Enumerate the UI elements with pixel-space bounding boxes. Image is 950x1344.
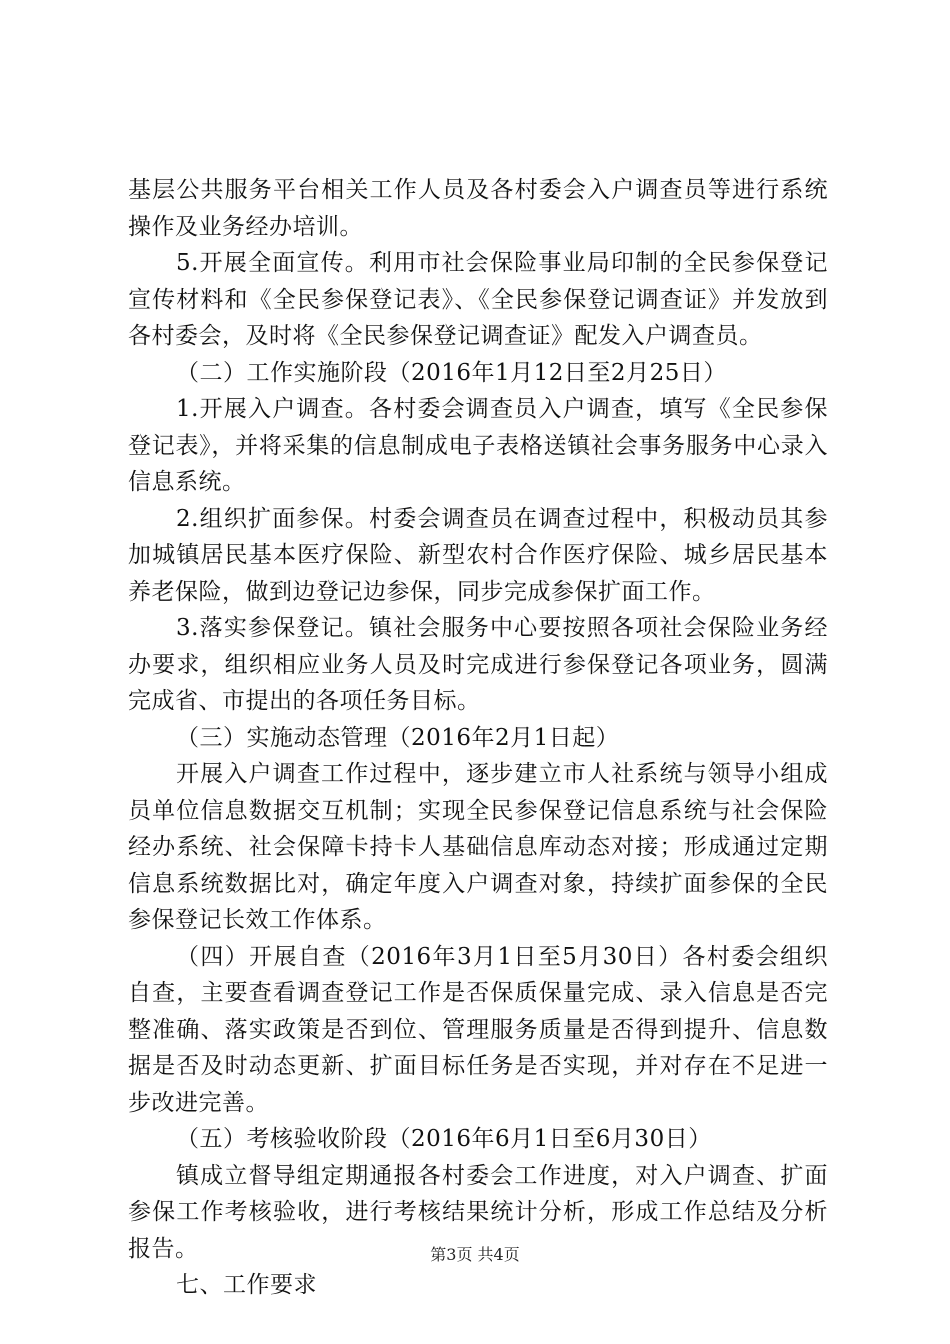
section-heading-3: （三）实施动态管理（2016年2月1日起） [176,724,620,751]
paragraph-1: 基层公共服务平台相关工作人员及各村委会入户调查员等进行系统操作及业务经办培训。 [128,177,828,240]
paragraph-4: 2.组织扩面参保。村委会调查员在调查过程中，积极动员其参加城镇居民基本医疗保险、新型农村合作医疗保险、城乡居民基本养老保险，做到边登记边参保，同步完成参保扩面工作。 [128,505,828,605]
section-heading-5: （五）考核验收阶段（2016年6月1日至6月30日） [176,1126,712,1152]
paragraph-5: 3.落实参保登记。镇社会服务中心要按照各项社会保险业务经办要求，组织相应业务人员及时完成进行参保登记各项业务，圆满完成省、市提出的各项任务目标。 [128,615,828,714]
paragraph-3: 1.开展入户调查。各村委会调查员入户调查，填写《全民参保登记表》，并将采集的信息制成电子表格送镇社会事务服务中心录入信息系统。 [128,396,828,495]
paragraph-8: 镇成立督导组定期通报各村委会工作进度，对入户调查、扩面参保工作考核验收，进行考核结果统计分析，形成工作总结及分析报告。 [128,1162,828,1262]
document-body [128,172,828,1304]
section-heading-7: 七、工作要求 [176,1272,317,1298]
paragraph-2: 5.开展全面宣传。利用市社会保险事业局印制的全民参保登记宣传材料和《全民参保登记表》、《全民参保登记调查证》并发放到各村委会，及时将《全民参保登记调查证》配发入户调查员。 [128,250,828,349]
section-heading-2: （二）工作实施阶段（2016年1月12日至2月25日） [176,359,727,386]
paragraph-6: 开展入户调查工作过程中，逐步建立市人社系统与领导小组成员单位信息数据交互机制；实现全民参保登记信息系统与社会保险经办系统、社会保障卡持卡人基础信息库动态对接；形成通过定期信息系统数据比对，确定年度入户调查对象，持续扩面参保的全民参保登记长效工作体系。 [128,761,828,933]
paragraph-7: （四）开展自查（2016年3月1日至5月30日）各村委会组织自查，主要查看调查登记工作是否保质保量完成、录入信息是否完整准确、落实政策是否到位、管理服务质量是否得到提升、信息数据是否及时动态更新、扩面目标任务是否实现，并对存在不足进一步改进完善。 [128,943,828,1116]
page-footer: 第3页 共4页 [430,1245,520,1264]
